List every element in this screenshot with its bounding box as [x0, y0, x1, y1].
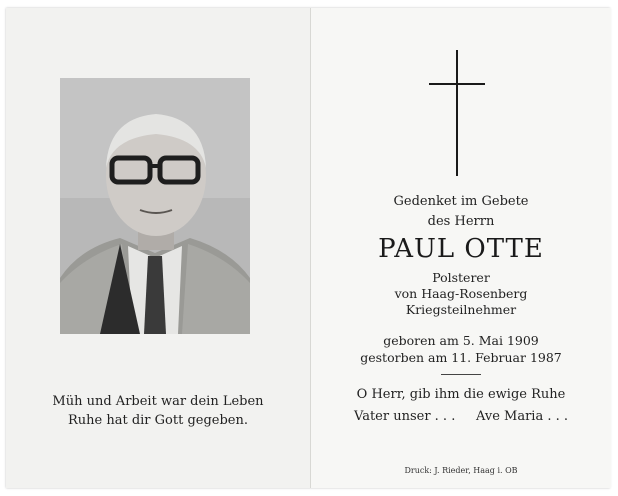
life-dates [311, 332, 611, 366]
memorial-card [6, 8, 610, 488]
portrait-photo [60, 78, 250, 334]
remembrance-header [311, 192, 611, 232]
occupation: Polsterer [432, 270, 490, 285]
latin-cross-icon [427, 48, 487, 178]
printer-credit: Druck: J. Rieder, Haag i. OB [404, 466, 518, 475]
deceased-info [311, 270, 611, 318]
header-line-2: des Herrn [427, 214, 495, 229]
origin: von Haag-Rosenberg [394, 286, 528, 301]
motto-line-1: Müh und Arbeit war dein Leben [52, 394, 264, 409]
veteran-note: Kriegsteilnehmer [405, 302, 517, 317]
birth-date: geboren am 5. Mai 1909 [383, 333, 539, 348]
prayer [311, 384, 611, 428]
divider [441, 374, 481, 375]
right-panel [310, 8, 611, 488]
prayer-line-1: O Herr, gib ihm die ewige Ruhe [356, 387, 566, 402]
left-panel [6, 8, 310, 488]
motto-line-2: Ruhe hat dir Gott gegeben. [67, 413, 248, 428]
motto [6, 392, 310, 430]
deceased-name: PAUL OTTE [378, 234, 544, 264]
header-line-1: Gedenket im Gebete [393, 194, 529, 209]
death-date: gestorben am 11. Februar 1987 [360, 350, 562, 365]
prayer-line-2: Vater unser . . . Ave Maria . . . [354, 409, 568, 424]
portrait-illustration [60, 78, 250, 334]
